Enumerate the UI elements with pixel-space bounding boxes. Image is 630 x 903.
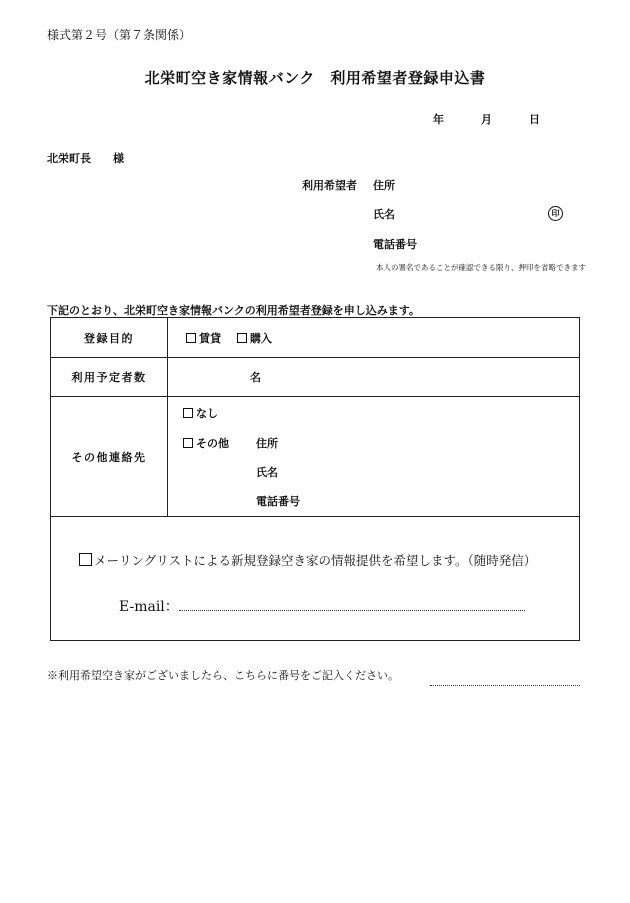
date-year: 年 bbox=[433, 113, 444, 126]
checkbox-icon[interactable] bbox=[237, 333, 247, 343]
date-day: 日 bbox=[529, 113, 540, 126]
option-other[interactable]: その他 bbox=[183, 435, 229, 451]
email-label: E-mail： bbox=[119, 599, 179, 615]
form-number: 様式第２号（第７条関係） bbox=[47, 28, 192, 42]
count-field[interactable] bbox=[168, 358, 580, 397]
purpose-label: 登録目的 bbox=[51, 318, 168, 358]
email-input-line[interactable] bbox=[179, 610, 525, 611]
house-number-input-line[interactable] bbox=[430, 685, 580, 686]
mailing-list-cell bbox=[51, 517, 580, 641]
option-none[interactable]: なし bbox=[183, 405, 218, 421]
seal-mark: 印 bbox=[548, 206, 563, 221]
option-purchase[interactable]: 購入 bbox=[237, 330, 272, 346]
row-count bbox=[51, 358, 580, 397]
applicant-phone-label: 電話番号 bbox=[373, 238, 417, 251]
checkbox-icon[interactable] bbox=[79, 553, 92, 566]
other-phone-label: 電話番号 bbox=[256, 495, 300, 508]
applicant-name-label: 氏名 bbox=[373, 208, 395, 221]
checkbox-icon[interactable] bbox=[183, 438, 193, 448]
intro-text: 下記のとおり、北栄町空き家情報バンクの利用希望者登録を申し込みます。 bbox=[47, 304, 420, 317]
count-label: 利用予定者数 bbox=[51, 358, 168, 397]
checkbox-icon[interactable] bbox=[183, 408, 193, 418]
document-title: 北栄町空き家情報バンク 利用希望者登録申込書 bbox=[144, 69, 486, 87]
applicant-label: 利用希望者 bbox=[302, 179, 357, 192]
other-address-label: 住所 bbox=[256, 437, 278, 450]
footnote: ※利用希望空き家がございましたら、こちらに番号をご記入ください。 bbox=[47, 669, 399, 682]
other-contact-label: その他連絡先 bbox=[51, 397, 168, 517]
row-purpose bbox=[51, 318, 580, 358]
addressee: 北栄町長 様 bbox=[47, 152, 124, 165]
mailing-list-option[interactable]: メーリングリストによる新規登録空き家の情報提供を希望します。（随時発信） bbox=[79, 551, 536, 569]
row-mailing-list bbox=[51, 517, 580, 641]
other-name-label: 氏名 bbox=[256, 466, 278, 479]
other-contact-cell bbox=[168, 397, 580, 517]
application-table bbox=[50, 317, 580, 641]
option-rent[interactable]: 賃貸 bbox=[186, 330, 221, 346]
applicant-address-label: 住所 bbox=[373, 179, 395, 192]
signature-note: 本人の署名であることが確認できる限り、押印を省略できます bbox=[376, 263, 586, 272]
purpose-options bbox=[168, 318, 580, 358]
row-other-contact bbox=[51, 397, 580, 517]
checkbox-icon[interactable] bbox=[186, 333, 196, 343]
count-unit: 名 bbox=[250, 371, 261, 384]
date-month: 月 bbox=[481, 113, 492, 126]
